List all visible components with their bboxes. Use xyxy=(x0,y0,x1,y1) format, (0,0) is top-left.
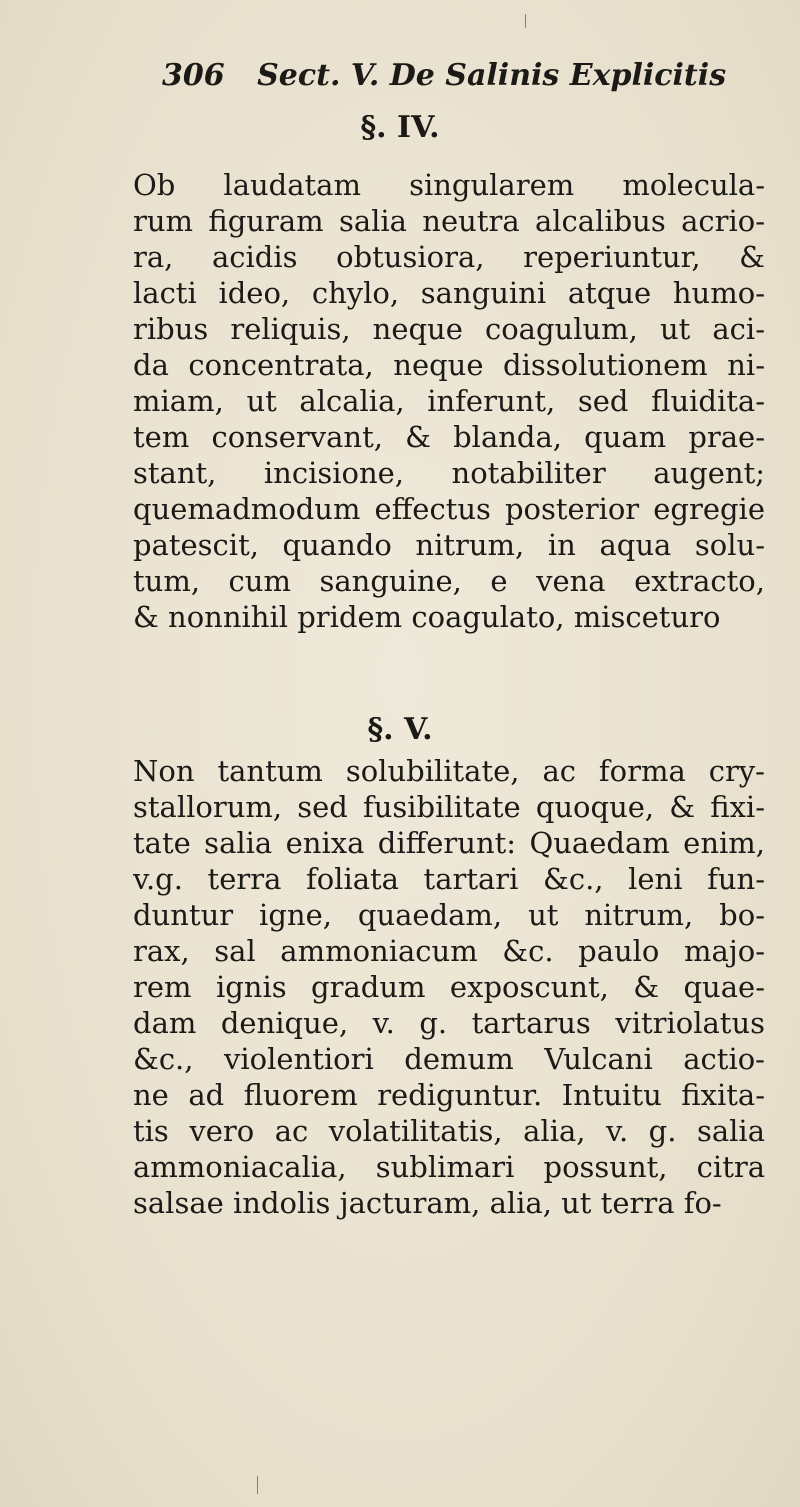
text-line: tum, cum sanguine, e vena extracto, xyxy=(133,564,765,598)
page-blemish xyxy=(257,1476,258,1494)
text-line: rum figuram salia neutra alcalibus acrio- xyxy=(133,204,765,238)
text-line: rax, sal ammoniacum &c. paulo majo- xyxy=(133,934,765,968)
running-header xyxy=(162,58,727,93)
text-line: lacti ideo, chylo, sanguini atque humo- xyxy=(133,276,765,310)
text-line: ammoniacalia, sublimari possunt, citra xyxy=(133,1150,765,1184)
paragraph-section-4 xyxy=(133,167,765,635)
text-line: rem ignis gradum exposcunt, & quae- xyxy=(133,970,765,1004)
section-heading-4: §. IV. xyxy=(360,110,440,145)
running-title: Sect. V. De Salinis Explicitis xyxy=(257,58,727,93)
text-line: salsae indolis jacturam, alia, ut terra fo- xyxy=(133,1186,722,1220)
text-line: v.g. terra foliata tartari &c., leni fun- xyxy=(133,862,765,896)
page-number: 306 xyxy=(162,58,225,93)
text-line: & nonnihil pridem coagulato, misceturo xyxy=(133,600,721,634)
text-line: quemadmodum effectus posterior egregie xyxy=(133,492,765,526)
paragraph-section-5 xyxy=(133,753,765,1221)
section-heading-5: §. V. xyxy=(367,712,433,747)
text-line: Non tantum solubilitate, ac forma cry- xyxy=(133,754,765,788)
text-line: stallorum, sed fusibilitate quoque, & fixi- xyxy=(133,790,765,824)
text-line: miam, ut alcalia, inferunt, sed fluidita- xyxy=(133,384,765,418)
text-line: ra, acidis obtusiora, reperiuntur, & xyxy=(133,240,765,274)
text-line: duntur igne, quaedam, ut nitrum, bo- xyxy=(133,898,765,932)
text-line: tem conservant, & blanda, quam prae- xyxy=(133,420,765,454)
text-line: &c., violentiori demum Vulcani actio- xyxy=(133,1042,765,1076)
page-blemish xyxy=(525,14,526,28)
text-line: stant, incisione, notabiliter augent; xyxy=(133,456,765,490)
text-line: da concentrata, neque dissolutionem ni- xyxy=(133,348,765,382)
text-line: patescit, quando nitrum, in aqua solu- xyxy=(133,528,765,562)
text-line: tate salia enixa differunt: Quaedam enim, xyxy=(133,826,765,860)
text-line: dam denique, v. g. tartarus vitriolatus xyxy=(133,1006,765,1040)
text-line: ribus reliquis, neque coagulum, ut aci- xyxy=(133,312,765,346)
text-line: Ob laudatam singularem molecula- xyxy=(133,168,765,202)
text-line: tis vero ac volatilitatis, alia, v. g. salia xyxy=(133,1114,765,1148)
text-line: ne ad fluorem rediguntur. Intuitu fixita- xyxy=(133,1078,765,1112)
